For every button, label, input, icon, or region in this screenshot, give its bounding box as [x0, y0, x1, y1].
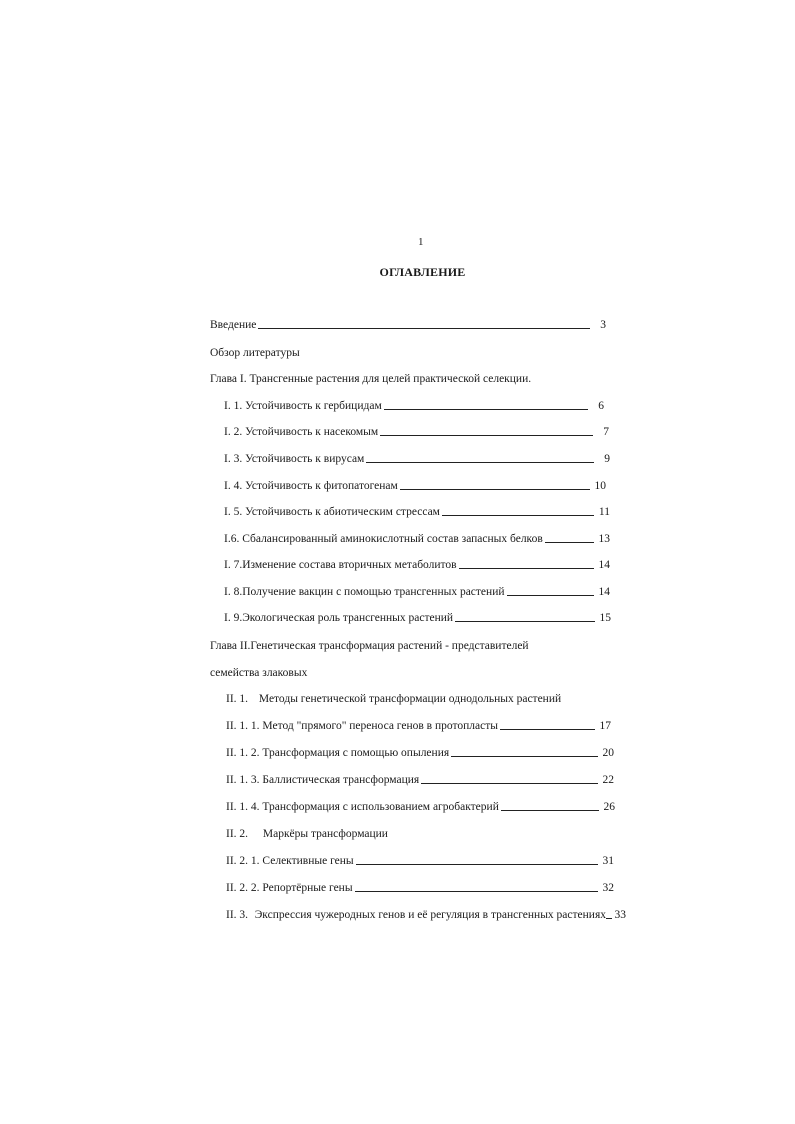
toc-entry [224, 532, 610, 546]
toc-entry-label: I. 3. Устойчивость к вирусам [224, 453, 365, 465]
toc-entry-label: I. 8.Получение вакцин с помощью трансгенных растений [224, 586, 505, 598]
toc-entry-page: 6 [598, 400, 604, 412]
toc-entry-page: 15 [599, 612, 611, 624]
toc-entry-page: 11 [598, 506, 610, 518]
toc-entry-page: 31 [602, 855, 614, 867]
toc-entry [224, 585, 610, 599]
section-label: Методы генетической трансформации однодольных растений [258, 693, 562, 705]
toc-entry-label: II. 2. 2. Репортёрные гены [226, 882, 353, 894]
page-number: 1 [418, 236, 424, 248]
leader-line [545, 542, 594, 543]
toc-entry-page: 14 [598, 586, 610, 598]
leader-line [500, 729, 595, 730]
toc-entry-intro [210, 318, 606, 332]
leader-line [442, 515, 594, 516]
toc-entry-label: I. 1. Устойчивость к гербицидам [224, 400, 382, 412]
leader-line [507, 595, 595, 596]
toc-entry-label: I. 7.Изменение состава вторичных метаболитов [224, 559, 457, 571]
leader-line [380, 435, 593, 436]
toc-entry-label: II. 1. 3. Баллистическая трансформация [226, 774, 420, 786]
toc-entry-page: 20 [602, 747, 614, 759]
toc-entry-page: 22 [602, 774, 614, 786]
leader-line [258, 328, 590, 329]
leader-line [356, 864, 598, 865]
toc-chapter-1: Глава I. Трансгенные растения для целей практической селекции. [210, 373, 532, 385]
leader-line [451, 756, 598, 757]
toc-entry-label: II. 2. 1. Селективные гены [226, 855, 354, 867]
page-title: ОГЛАВЛЕНИЕ [379, 265, 466, 279]
leader-line [421, 783, 598, 784]
leader-line [455, 621, 595, 622]
section-label: Экспрессия чужеродных генов и её регуляция в трансгенных растениях [254, 909, 606, 921]
toc-entry-label: II. 1. 1. Метод "прямого" переноса генов в протопласты [226, 720, 498, 732]
toc-entry-label: I. 4. Устойчивость к фитопатогенам [224, 480, 398, 492]
leader-line [400, 489, 590, 490]
toc-entry [224, 399, 604, 413]
toc-entry-page: 10 [594, 480, 606, 492]
toc-entry [224, 479, 606, 493]
toc-entry [226, 854, 614, 868]
leader-line [459, 568, 594, 569]
toc-entry [226, 800, 615, 814]
leader-line [355, 891, 598, 892]
toc-entry [226, 881, 614, 895]
toc-entry [224, 611, 611, 625]
toc-entry [226, 719, 611, 733]
leader-line [366, 462, 594, 463]
toc-entry [224, 425, 609, 439]
toc-entry-label: I.6. Сбалансированный аминокислотный состав запасных белков [224, 533, 543, 545]
toc-chapter-2-continued: семейства злаковых [210, 667, 308, 679]
toc-entry-label: II. 1. 4. Трансформация с использованием агробактерий [226, 801, 499, 813]
toc-entry-label: Введение [210, 319, 257, 331]
toc-entry-page: 13 [598, 533, 610, 545]
section-number: II. 2. [226, 828, 249, 840]
toc-entry-page: 7 [603, 426, 609, 438]
leader-line [384, 409, 588, 410]
toc-entry-label: I. 9.Экологическая роль трансгенных растений [224, 612, 454, 624]
toc-chapter-2: Глава II.Генетическая трансформация растений - представителей [210, 640, 529, 652]
toc-entry-label: I. 5. Устойчивость к абиотическим стрессам [224, 506, 440, 518]
section-number: II. 1. [226, 693, 249, 705]
toc-entry [224, 505, 610, 519]
toc-entry [224, 452, 610, 466]
toc-entry-label: II. 1. 2. Трансформация с помощью опыления [226, 747, 450, 759]
toc-entry [224, 558, 610, 572]
toc-entry-page: 33 [614, 909, 626, 921]
toc-entry [226, 746, 614, 760]
toc-entry-page: 9 [604, 453, 610, 465]
toc-entry-page: 3 [600, 319, 606, 331]
toc-entry-page: 32 [602, 882, 614, 894]
section-label: Маркёры трансформации [262, 828, 388, 840]
toc-entry-page: 17 [599, 720, 611, 732]
toc-section-2-1 [226, 692, 561, 706]
toc-section-2-3 [226, 908, 626, 922]
toc-section-lit-review: Обзор литературы [210, 347, 300, 359]
toc-entry [226, 773, 614, 787]
section-number: II. 3. [226, 909, 249, 921]
toc-entry-label: I. 2. Устойчивость к насекомым [224, 426, 379, 438]
toc-entry-page: 26 [603, 801, 615, 813]
toc-entry-page: 14 [598, 559, 610, 571]
toc-section-2-2 [226, 827, 388, 841]
leader-line [501, 810, 599, 811]
